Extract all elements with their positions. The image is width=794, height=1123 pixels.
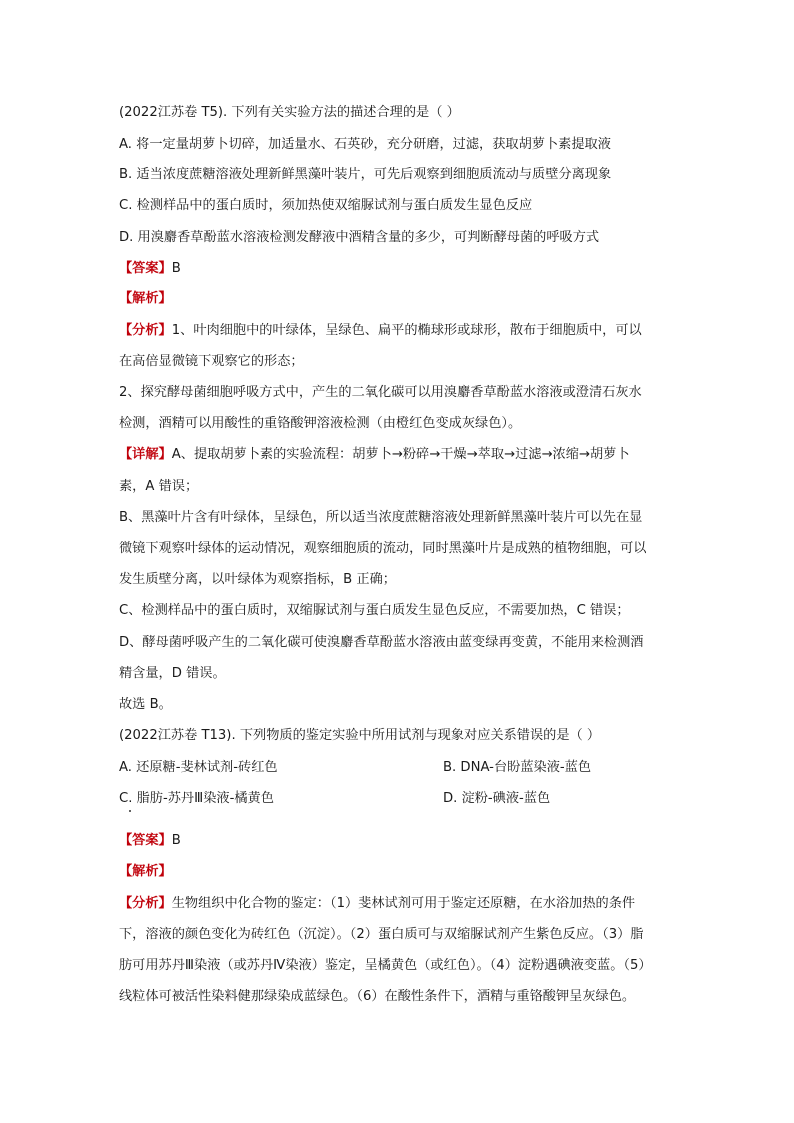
q1-xiangjie-line-1 — [119, 446, 630, 464]
q1-conclusion: 故选 B。 — [119, 697, 172, 712]
q1-fenxi-line-4: 检测，酒精可以用酸性的重铬酸钾溶液检测（由橙红色变成灰绿色）。 — [119, 416, 522, 431]
fenxi-tag: 【分析】 — [119, 896, 172, 911]
q2-option-a: A. 还原糖-斐林试剂-砖红色 — [119, 760, 278, 775]
q2-analysis-tag: 【解析】 — [119, 864, 172, 879]
answer-value: B — [171, 261, 181, 276]
fenxi-tag: 【分析】 — [119, 323, 172, 338]
q1-xiangjie-line-6: C、检测样品中的蛋白质时，双缩脲试剂与蛋白质发生显色反应，不需要加热，C 错误； — [119, 603, 630, 618]
q2-fenxi-line-1 — [119, 895, 635, 913]
q1-analysis-tag: 【解析】 — [119, 291, 172, 306]
q1-option-c: C. 检测样品中的蛋白质时，须加热使双缩脲试剂与蛋白质发生显色反应 — [119, 198, 533, 213]
q2-fenxi-line-3: 肪可用苏丹Ⅲ染液（或苏丹Ⅳ染液）鉴定，呈橘黄色（或红色）。（4）淀粉遇碘液变蓝。（5） — [119, 958, 652, 973]
answer-tag: 【答案】 — [119, 261, 172, 276]
q1-xiangjie-line-3: B、黑藻叶片含有叶绿体，呈绿色，所以适当浓度蔗糖溶液处理新鲜黑藻叶装片可以先在显 — [119, 510, 643, 525]
q1-option-d: D. 用溴麝香草酚蓝水溶液检测发酵液中酒精含量的多少，可判断酵母菌的呼吸方式 — [119, 230, 600, 245]
q1-answer-line — [119, 260, 181, 278]
stray-dot — [129, 810, 131, 812]
q1-xiangjie-line-2: 素，A 错误； — [119, 479, 199, 494]
question-1-stem: (2022江苏卷 T5). 下列有关实验方法的描述合理的是（ ） — [119, 105, 460, 120]
q2-fenxi-line-4: 线粒体可被活性染料健那绿染成蓝绿色。（6）在酸性条件下，酒精与重铬酸钾呈灰绿色。 — [119, 989, 636, 1004]
q1-xiangjie-line-5: 发生质壁分离，以叶绿体为观察指标，B 正确； — [119, 572, 396, 587]
q1-option-b: B. 适当浓度蔗糖溶液处理新鲜黑藻叶装片，可先后观察到细胞质流动与质壁分离现象 — [119, 167, 612, 182]
q1-xiangjie-line-4: 微镜下观察叶绿体的运动情况，观察细胞质的流动，同时黑藻叶片是成熟的植物细胞，可以 — [119, 541, 647, 556]
answer-tag: 【答案】 — [119, 833, 172, 848]
q1-fenxi-line-3: 2、探究酵母菌细胞呼吸方式中，产生的二氧化碳可以用溴麝香草酚蓝水溶液或澄清石灰水 — [119, 385, 642, 400]
xiangjie-text: A、提取胡萝卜素的实验流程：胡萝卜→粉碎→干燥→萃取→过滤→浓缩→胡萝卜 — [171, 447, 630, 462]
q2-option-c: C. 脂肪-苏丹Ⅲ染液-橘黄色 — [119, 791, 274, 806]
q1-fenxi-line-2: 在高倍显微镜下观察它的形态； — [119, 354, 304, 369]
q1-xiangjie-line-7: D、酵母菌呼吸产生的二氧化碳可使溴麝香草酚蓝水溶液由蓝变绿再变黄，不能用来检测酒 — [119, 635, 644, 650]
answer-value: B — [171, 833, 181, 848]
q2-option-b: B. DNA-台盼蓝染液-蓝色 — [443, 760, 592, 775]
question-2-stem: (2022江苏卷 T13). 下列物质的鉴定实验中所用试剂与现象对应关系错误的是（ ） — [119, 728, 601, 743]
q1-option-a: A. 将一定量胡萝卜切碎，加适量水、石英砂，充分研磨，过滤，获取胡萝卜素提取液 — [119, 137, 611, 152]
fenxi-text: 1、叶肉细胞中的叶绿体，呈绿色、扁平的椭球形或球形，散布于细胞质中，可以 — [171, 323, 642, 338]
q2-fenxi-line-2: 下，溶液的颜色变化为砖红色（沉淀）。（2）蛋白质可与双缩脲试剂产生紫色反应。（3）脂 — [119, 927, 644, 942]
q1-xiangjie-line-8: 精含量，D 错误。 — [119, 666, 226, 681]
xiangjie-tag: 【详解】 — [119, 447, 172, 462]
fenxi-text: 生物组织中化合物的鉴定：（1）斐林试剂可用于鉴定还原糖，在水浴加热的条件 — [171, 896, 636, 911]
q2-answer-line — [119, 832, 181, 850]
q2-option-d: D. 淀粉-碘液-蓝色 — [443, 791, 551, 806]
q1-fenxi-line-1 — [119, 322, 642, 340]
